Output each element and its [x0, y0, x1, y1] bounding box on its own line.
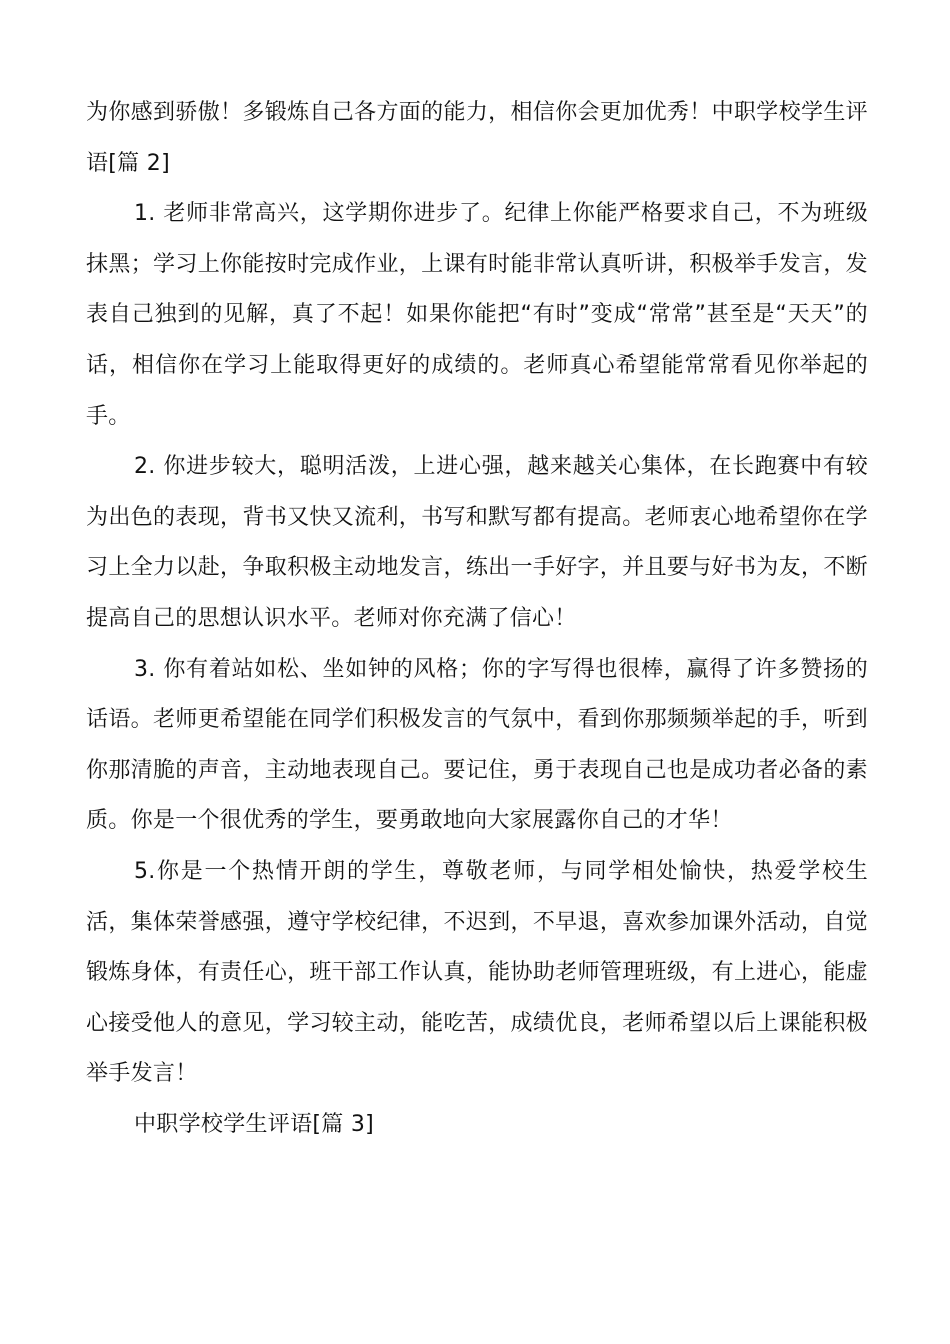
paragraph-comment-2: 2. 你进步较大，聪明活泼，上进心强，越来越关心集体，在长跑赛中有较为出色的表现，背书又快又流利，书写和默写都有提高。老师衷心地希望你在学习上全力以赴，争取积极主动地发言，练出一手好字，并且要与好书为友，不断提高自己的思想认识水平。老师对你充满了信心！	[86, 454, 868, 631]
paragraph-comment-3: 3. 你有着站如松、坐如钟的风格；你的字写得也很棒，赢得了许多赞扬的话语。老师更希望能在同学们积极发言的气氛中，看到你那频频举起的手，听到你那清脆的声音，主动地表现自己。要记住，勇于表现自己也是成功者必备的素质。你是一个很优秀的学生，要勇敢地向大家展露你自己的才华！	[86, 656, 868, 834]
paragraph-continuation: 为你感到骄傲！多锻炼自己各方面的能力，相信你会更加优秀！中职学校学生评语[篇 2]	[86, 100, 868, 176]
document-body	[86, 88, 868, 1150]
section-heading-part-3: 中职学校学生评语[篇 3]	[134, 1111, 375, 1137]
paragraph-comment-1: 1. 老师非常高兴，这学期你进步了。纪律上你能严格要求自己，不为班级抹黑；学习上你能按时完成作业，上课有时能非常认真听讲，积极举手发言，发表自己独到的见解，真了不起！如果你能把“有时”变成“常常”甚至是“天天”的话，相信你在学习上能取得更好的成绩的。老师真心希望能常常看见你举起的手。	[86, 201, 868, 429]
paragraph-comment-5: 5.你是一个热情开朗的学生，尊敬老师，与同学相处愉快，热爱学校生活，集体荣誉感强，遵守学校纪律，不迟到，不早退，喜欢参加课外活动，自觉锻炼身体，有责任心，班干部工作认真，能协助老师管理班级，有上进心，能虚心接受他人的意见，学习较主动，能吃苦，成绩优良，老师希望以后上课能积极举手发言！	[86, 858, 868, 1087]
